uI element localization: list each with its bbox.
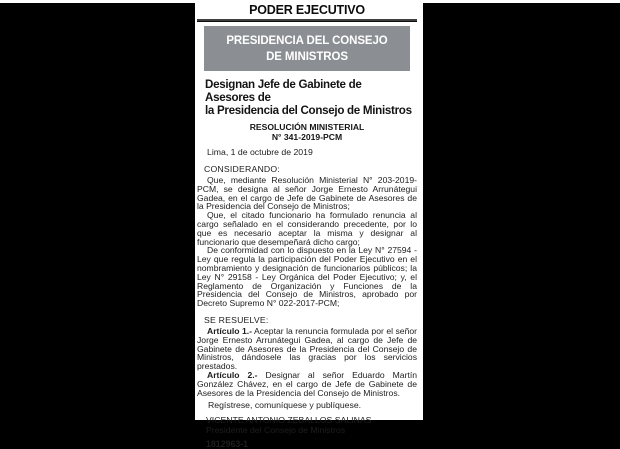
resolution-title-line1: Designan Jefe de Gabinete de Asesores de <box>205 78 362 104</box>
resolution-title-line2: la Presidencia del Consejo de Ministros <box>205 104 412 117</box>
considering-paragraph: Que, mediante Resolución Ministerial N° 203-2019-PCM, se designa al señor Jorge Ernesto Arrunátegui Gadea, en el cargo de Jefe de Gabinete de Asesores de la Presidencia del Consejo de Ministros; <box>197 175 417 212</box>
article-2 <box>197 371 417 397</box>
gazette-publication-code: 1812963-1 <box>206 439 249 449</box>
resolve-label: SE RESUELVE: <box>204 314 269 325</box>
article-2-text: Designar al señor Eduardo Martín González Chávez, en el cargo de Jefe de Gabinete de Asesores de la Presidencia del Consejo de Ministros. <box>197 369 417 398</box>
article-1-text: Aceptar la renuncia formulada por el señor Jorge Ernesto Arrunátegui Gadea, al cargo de Jefe de Gabinete de Asesores de la Presidencia del Consejo de Ministros, dándosele las gracias por los servicios prestados. <box>197 325 417 372</box>
gazette-page <box>195 0 423 449</box>
article-2-label: Artículo 2.- <box>207 369 258 380</box>
signatory-title: Presidente del Consejo de Ministros <box>206 424 346 435</box>
signatory-name: VICENTE ANTONIO ZEBALLOS SALINAS <box>206 415 372 426</box>
resolution-heading-type: RESOLUCIÓN MINISTERIAL <box>249 122 365 132</box>
ministry-banner-line2: DE MINISTROS <box>266 51 348 63</box>
considering-paragraph: Que, el citado funcionario ha formulado renuncia al cargo señalado en el considerando precedente, por lo que es necesario aceptar la misma y designar al funcionario que desempeñará dicho cargo; <box>197 210 417 247</box>
article-1-label: Artículo 1.- <box>207 325 252 336</box>
resolution-heading-number: N° 341-2019-PCM <box>271 132 343 142</box>
resolution-heading <box>197 122 417 142</box>
closing-formula: Regístrese, comuníquese y publíquese. <box>208 400 362 411</box>
signature-block <box>206 416 417 435</box>
considering-label: CONSIDERANDO: <box>204 164 280 174</box>
section-divider-rule <box>197 19 417 22</box>
dateline: Lima, 1 de octubre de 2019 <box>207 147 313 157</box>
considering-paragraph: De conformidad con lo dispuesto en la Ley N° 27594 - Ley que regula la participación del Poder Ejecutivo en el nombramiento y designación de funcionarios públicos; la Ley N° 29158 - Ley Orgánica del Poder Ejecutivo; y, el Reglamento de Organización y Funciones de la Presidencia del Consejo de Ministros, aprobado por Decreto Supremo N° 022-2017-PCM; <box>197 245 417 309</box>
ministry-banner-line1: PRESIDENCIA DEL CONSEJO <box>226 35 388 47</box>
resolution-title <box>205 78 412 117</box>
section-header: PODER EJECUTIVO <box>249 3 365 17</box>
ministry-banner <box>204 26 410 71</box>
article-1 <box>197 327 417 371</box>
